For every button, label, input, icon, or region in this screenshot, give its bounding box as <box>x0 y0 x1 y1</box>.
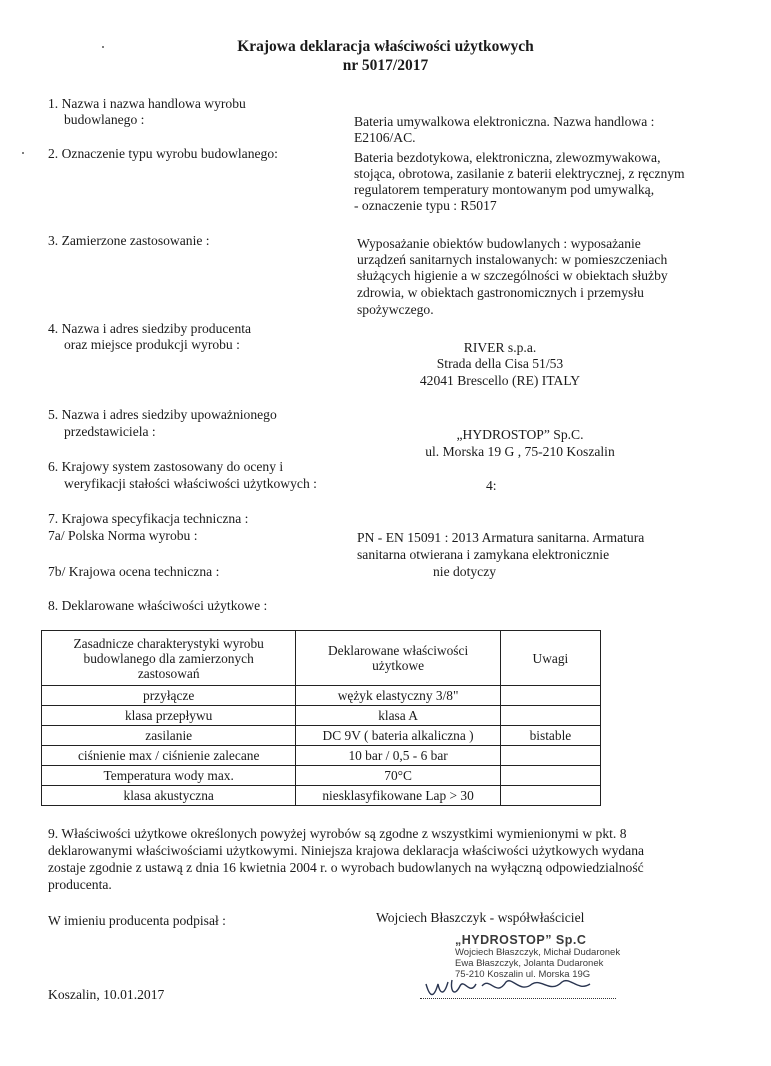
item-3-value-4: zdrowia, w obiektach gastronomicznych i przemysłu <box>357 285 644 300</box>
item-4-company: RIVER s.p.a. <box>463 340 537 355</box>
item-7b-value: nie dotyczy <box>433 564 497 579</box>
cell-declared: 70°C <box>296 766 500 786</box>
cell-characteristic: ciśnienie max / ciśnienie zalecane <box>42 746 296 766</box>
item-9-line-2: deklarowanymi właściwościami użytkowymi. Niniejsza krajowa deklaracja właściwości użytkowych wydana <box>48 843 645 858</box>
item-6-label: 6. Krajowy system zastosowany do oceny i <box>48 459 284 474</box>
table-row <box>42 726 601 746</box>
header-characteristics-line-1: Zasadnicze charakterystyki wyrobu <box>73 635 264 651</box>
item-4-label: 4. Nazwa i adres siedziby producenta <box>48 321 252 336</box>
signed-by-label: W imieniu producenta podpisał : <box>48 913 226 928</box>
item-2-value-2: stojąca, obrotowa, zasilanie z baterii elektrycznej, z ręcznym <box>354 166 685 181</box>
stamp-address: 75-210 Koszalin ul. Morska 19G <box>455 969 591 980</box>
header-declared <box>296 631 500 686</box>
item-9-line-4: producenta. <box>48 877 112 892</box>
item-2-value-4: - oznaczenie typu : R5017 <box>354 198 497 213</box>
item-6-label-cont: weryfikacji stałości właściwości użytkowych : <box>64 476 317 491</box>
item-3-value-1: Wyposażanie obiektów budowlanych : wyposażanie <box>357 236 641 251</box>
signature-line <box>420 988 616 999</box>
stamp-company: „HYDROSTOP” Sp.C <box>455 933 587 947</box>
cell-declared: klasa A <box>296 706 500 726</box>
item-5-label-cont: przedstawiciela : <box>64 424 156 439</box>
properties-table <box>41 630 601 806</box>
item-2-value-1: Bateria bezdotykowa, elektroniczna, zlewozmywakowa, <box>354 150 661 165</box>
item-7a-value-2: sanitarna otwierana i zamykana elektronicznie <box>357 547 610 562</box>
header-declared-line-2: użytkowe <box>372 658 425 673</box>
item-6-value: 4: <box>486 478 497 493</box>
document-title: Krajowa deklaracja właściwości użytkowych <box>237 38 534 55</box>
item-3-label: 3. Zamierzone zastosowanie : <box>48 233 210 248</box>
cell-characteristic: przyłącze <box>42 686 296 706</box>
header-characteristics-line-3: zastosowań <box>137 665 200 681</box>
item-1-value-cont: E2106/AC. <box>354 130 416 145</box>
document-number: nr 5017/2017 <box>342 57 429 74</box>
table-row <box>42 686 601 706</box>
cell-declared: wężyk elastyczny 3/8" <box>296 686 500 706</box>
item-4-label-cont: oraz miejsce produkcji wyrobu : <box>64 337 240 352</box>
header-characteristics-line-2: budowlanego dla zamierzonych <box>83 650 254 666</box>
header-characteristics <box>42 631 296 686</box>
item-1-label-cont: budowlanego : <box>64 112 145 127</box>
item-3-value-2: urządzeń sanitarnych instalowanych: w pomieszczeniach <box>357 252 668 267</box>
cell-remarks <box>500 746 600 766</box>
item-5-company: „HYDROSTOP” Sp.C. <box>456 427 584 442</box>
stamp-owners-2: Ewa Błaszczyk, Jolanta Dudaronek <box>455 958 604 969</box>
item-4-street: Strada della Cisa 51/53 <box>436 356 564 371</box>
cell-characteristic: zasilanie <box>42 726 296 746</box>
place-and-date: Koszalin, 10.01.2017 <box>48 987 165 1002</box>
scan-speck <box>22 152 24 154</box>
item-2-label: 2. Oznaczenie typu wyrobu budowlanego: <box>48 146 278 161</box>
header-declared-line-1: Deklarowane właściwości <box>328 643 469 658</box>
cell-characteristic: Temperatura wody max. <box>42 766 296 786</box>
item-9-line-3: zostaje zgodnie z ustawą z dnia 16 kwietnia 2004 r. o wyrobach budowlanych na wyłączną odpowiedzialność <box>48 860 644 875</box>
cell-remarks: bistable <box>500 726 600 746</box>
item-7a-value-1: PN - EN 15091 : 2013 Armatura sanitarna. Armatura <box>357 530 645 545</box>
cell-remarks <box>500 786 600 806</box>
item-7-label: 7. Krajowa specyfikacja techniczna : <box>48 511 249 526</box>
table-row <box>42 706 601 726</box>
cell-characteristic: klasa akustyczna <box>42 786 296 806</box>
item-5-label: 5. Nazwa i adres siedziby upoważnionego <box>48 407 277 422</box>
table-header-row <box>42 631 601 686</box>
cell-remarks <box>500 766 600 786</box>
item-7a-label: 7a/ Polska Norma wyrobu : <box>48 528 198 543</box>
item-2-value-3: regulatorem temperatury montowanym pod umywalką, <box>354 182 655 197</box>
stamp-owners-1: Wojciech Błaszczyk, Michał Dudaronek <box>455 947 621 958</box>
item-1-value: Bateria umywalkowa elektroniczna. Nazwa handlowa : <box>354 114 655 129</box>
cell-declared: niesklasyfikowane Lap > 30 <box>296 786 500 806</box>
item-3-value-3: służących higienie a w szczególności w obiektach służby <box>357 268 668 283</box>
cell-declared: DC 9V ( bateria alkaliczna ) <box>296 726 500 746</box>
item-3-value-5: spożywczego. <box>357 302 434 317</box>
item-5-address: ul. Morska 19 G , 75-210 Koszalin <box>425 444 615 459</box>
item-7b-label: 7b/ Krajowa ocena techniczna : <box>48 564 220 579</box>
scan-speck <box>102 46 104 48</box>
table-row <box>42 746 601 766</box>
item-9-line-1: 9. Właściwości użytkowe określonych powyżej wyrobów są zgodne z wszystkimi wymienionymi w pkt. 8 <box>48 826 627 841</box>
item-4-city: 42041 Brescello (RE) ITALY <box>419 373 581 388</box>
table-row <box>42 786 601 806</box>
table-row <box>42 766 601 786</box>
header-remarks: Uwagi <box>500 631 600 686</box>
cell-characteristic: klasa przepływu <box>42 706 296 726</box>
item-8-label: 8. Deklarowane właściwości użytkowe : <box>48 598 268 613</box>
cell-remarks <box>500 706 600 726</box>
item-1-label: 1. Nazwa i nazwa handlowa wyrobu <box>48 96 246 111</box>
cell-remarks <box>500 686 600 706</box>
cell-declared: 10 bar / 0,5 - 6 bar <box>296 746 500 766</box>
signatory-name: Wojciech Błaszczyk - współwłaściciel <box>376 910 585 925</box>
